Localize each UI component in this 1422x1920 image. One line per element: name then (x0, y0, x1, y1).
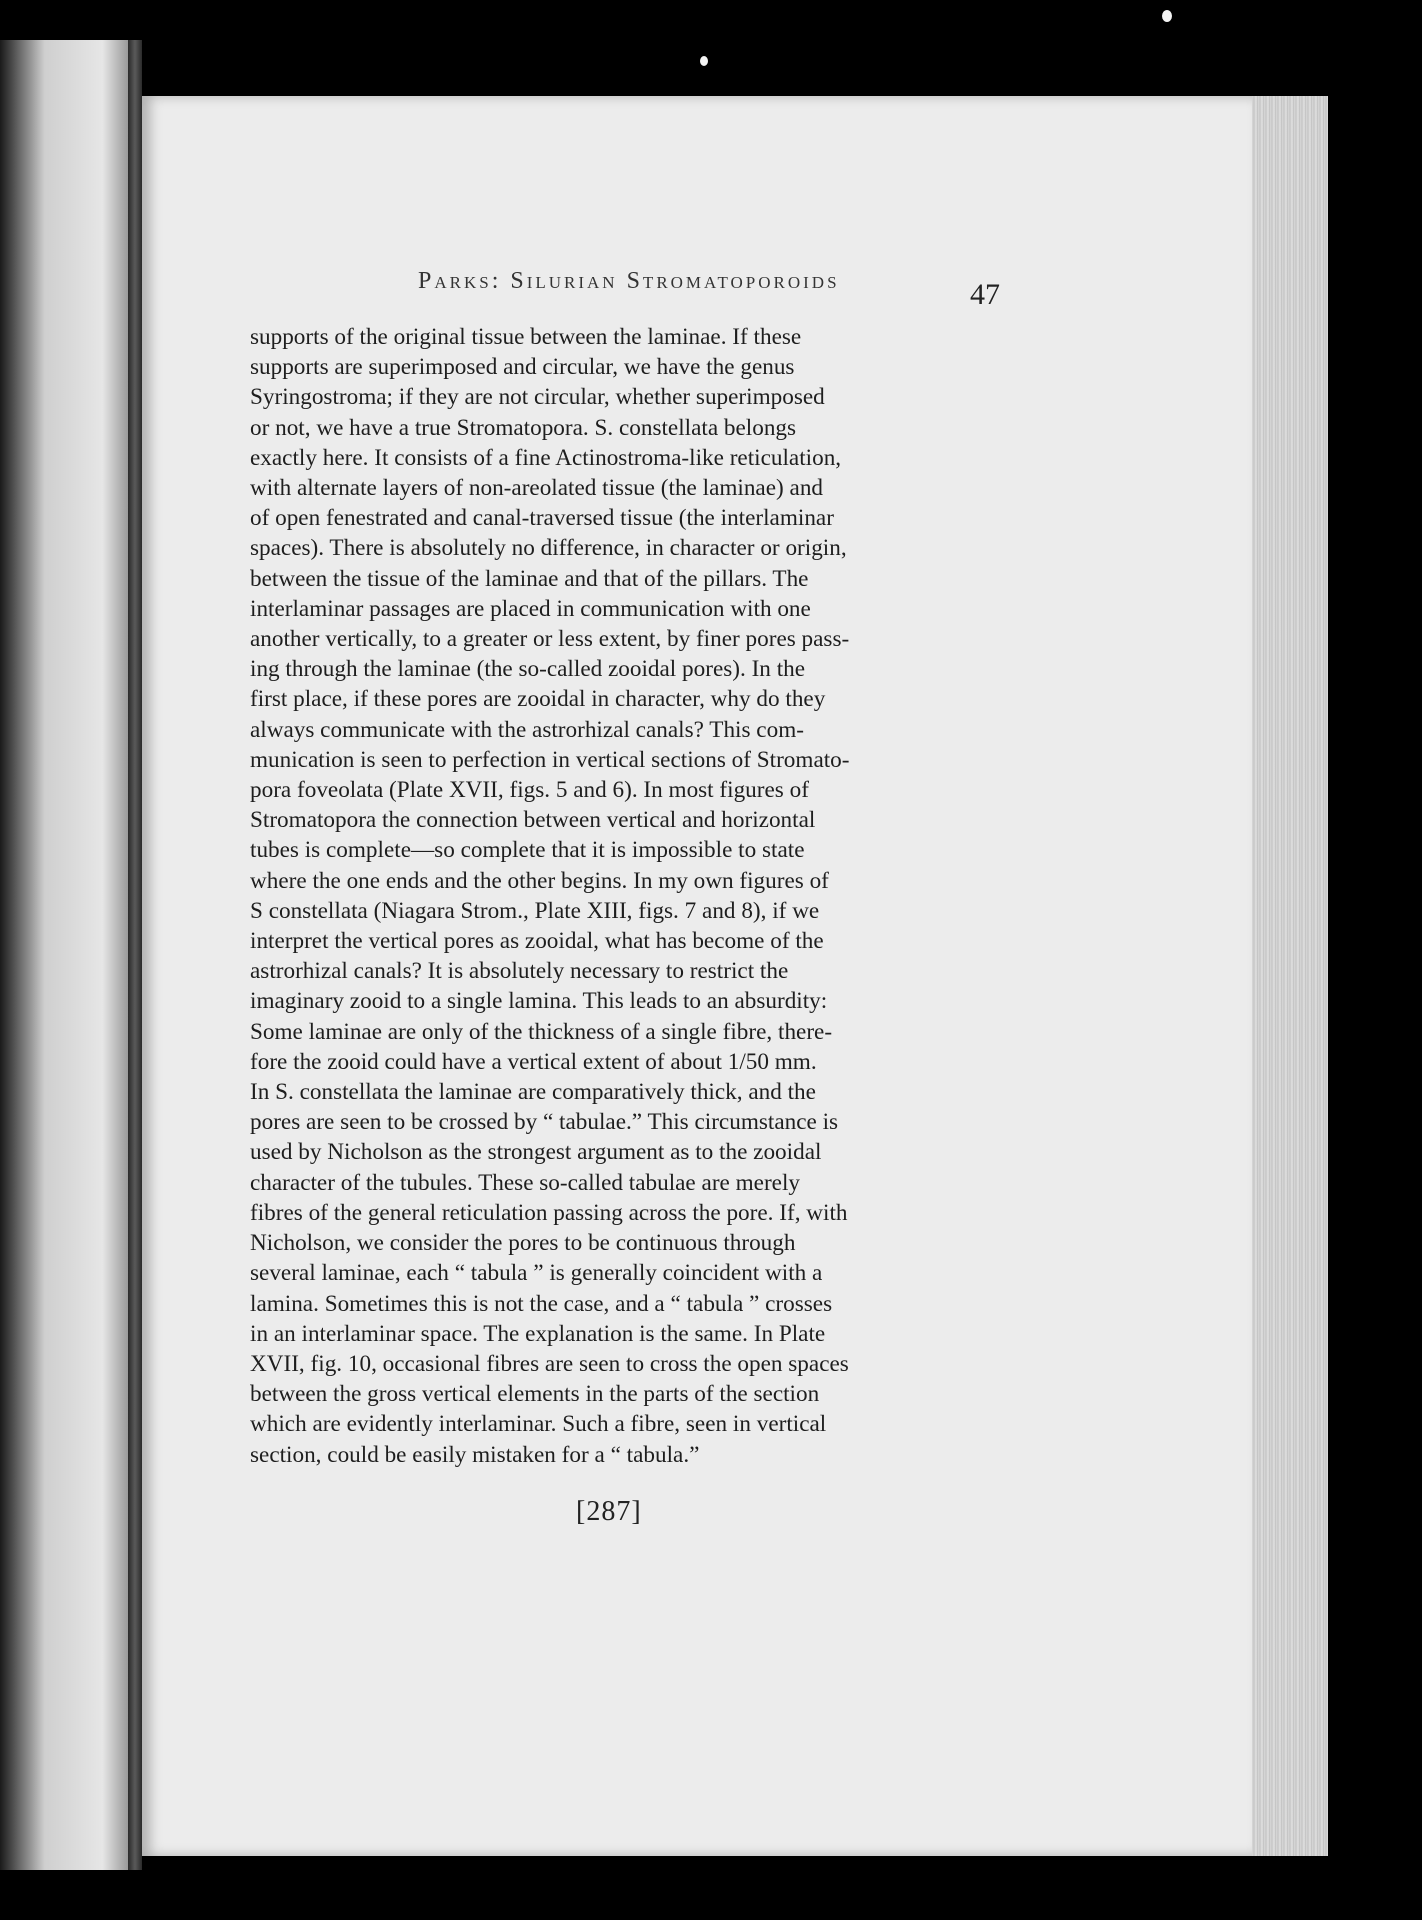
text-line: between the gross vertical elements in the parts of the section (250, 1381, 820, 1408)
text-line: XVII, fig. 10, occasional fibres are seen to cross the open spaces (250, 1350, 849, 1377)
text-line: spaces). There is absolutely no difference, in character or origin, (250, 535, 847, 562)
text-line: character of the tubules. These so-called tabulae are merely (250, 1169, 801, 1196)
text-line: Syringostroma; if they are not circular, whether superimposed (250, 384, 825, 411)
folio-number: [287] (576, 1496, 642, 1527)
page-number: 47 (970, 278, 1000, 311)
running-head: Parks: Silurian Stromatoporoids (418, 268, 840, 294)
text-line: Nicholson, we consider the pores to be continuous through (250, 1230, 796, 1257)
text-line: tubes is complete—so complete that it is impossible to state (250, 837, 805, 864)
text-line: first place, if these pores are zooidal in character, why do they (250, 686, 826, 713)
text-line: of open fenestrated and canal-traversed tissue (the interlaminar (250, 505, 834, 532)
text-line: supports are superimposed and circular, we have the genus (250, 354, 795, 381)
body-paragraph (250, 322, 994, 1470)
text-line: which are evidently interlaminar. Such a fibre, seen in vertical (250, 1411, 827, 1438)
text-line: between the tissue of the laminae and that of the pillars. The (250, 565, 809, 592)
text-line: used by Nicholson as the strongest argument as to the zooidal (250, 1139, 822, 1166)
text-line: astrorhizal canals? It is absolutely necessary to restrict the (250, 958, 789, 985)
text-line: fore the zooid could have a vertical extent of about 1/50 mm. (250, 1048, 817, 1075)
text-line: imaginary zooid to a single lamina. This leads to an absurdity: (250, 988, 828, 1015)
text-line: or not, we have a true Stromatopora. S. constellata belongs (250, 414, 797, 441)
text-line: pores are seen to be crossed by “ tabulae.” This circumstance is (250, 1109, 839, 1136)
text-line: several laminae, each “ tabula ” is generally coincident with a (250, 1260, 823, 1287)
text-line: with alternate layers of non-areolated tissue (the laminae) and (250, 475, 824, 502)
text-line: ing through the laminae (the so-called zooidal pores). In the (250, 656, 806, 683)
text-line: always communicate with the astrorhizal canals? This com- (250, 716, 804, 743)
text-line: exactly here. It consists of a fine Actinostroma-like reticulation, (250, 444, 842, 471)
text-line: another vertically, to a greater or less extent, by finer pores pass- (250, 626, 850, 653)
text-line: interlaminar passages are placed in communication with one (250, 595, 811, 622)
text-line: in an interlaminar space. The explanation is the same. In Plate (250, 1320, 826, 1347)
facing-page-edge (0, 40, 128, 1870)
scan-speck (700, 56, 708, 66)
text-line: Some laminae are only of the thickness of a single fibre, there- (250, 1018, 833, 1045)
text-line: section, could be easily mistaken for a “ tabula.” (250, 1441, 700, 1468)
text-line: pora foveolata (Plate XVII, figs. 5 and 6). In most figures of (250, 777, 809, 804)
text-line: munication is seen to perfection in vertical sections of Stromato- (250, 746, 850, 773)
text-line: Stromatopora the connection between vertical and horizontal (250, 807, 816, 834)
text-line: lamina. Sometimes this is not the case, and a “ tabula ” crosses (250, 1290, 833, 1317)
text-line: In S. constellata the laminae are comparatively thick, and the (250, 1079, 816, 1106)
text-line: where the one ends and the other begins. In my own figures of (250, 867, 829, 894)
text-line: supports of the original tissue between the laminae. If these (250, 324, 802, 350)
book-gutter (128, 40, 142, 1870)
page-stack-edges (1252, 96, 1328, 1856)
text-line: fibres of the general reticulation passing across the pore. If, with (250, 1199, 848, 1226)
text-line: interpret the vertical pores as zooidal, what has become of the (250, 928, 824, 955)
text-line: S constellata (Niagara Strom., Plate XIII, figs. 7 and 8), if we (250, 897, 820, 924)
scan-speck (1162, 10, 1172, 22)
